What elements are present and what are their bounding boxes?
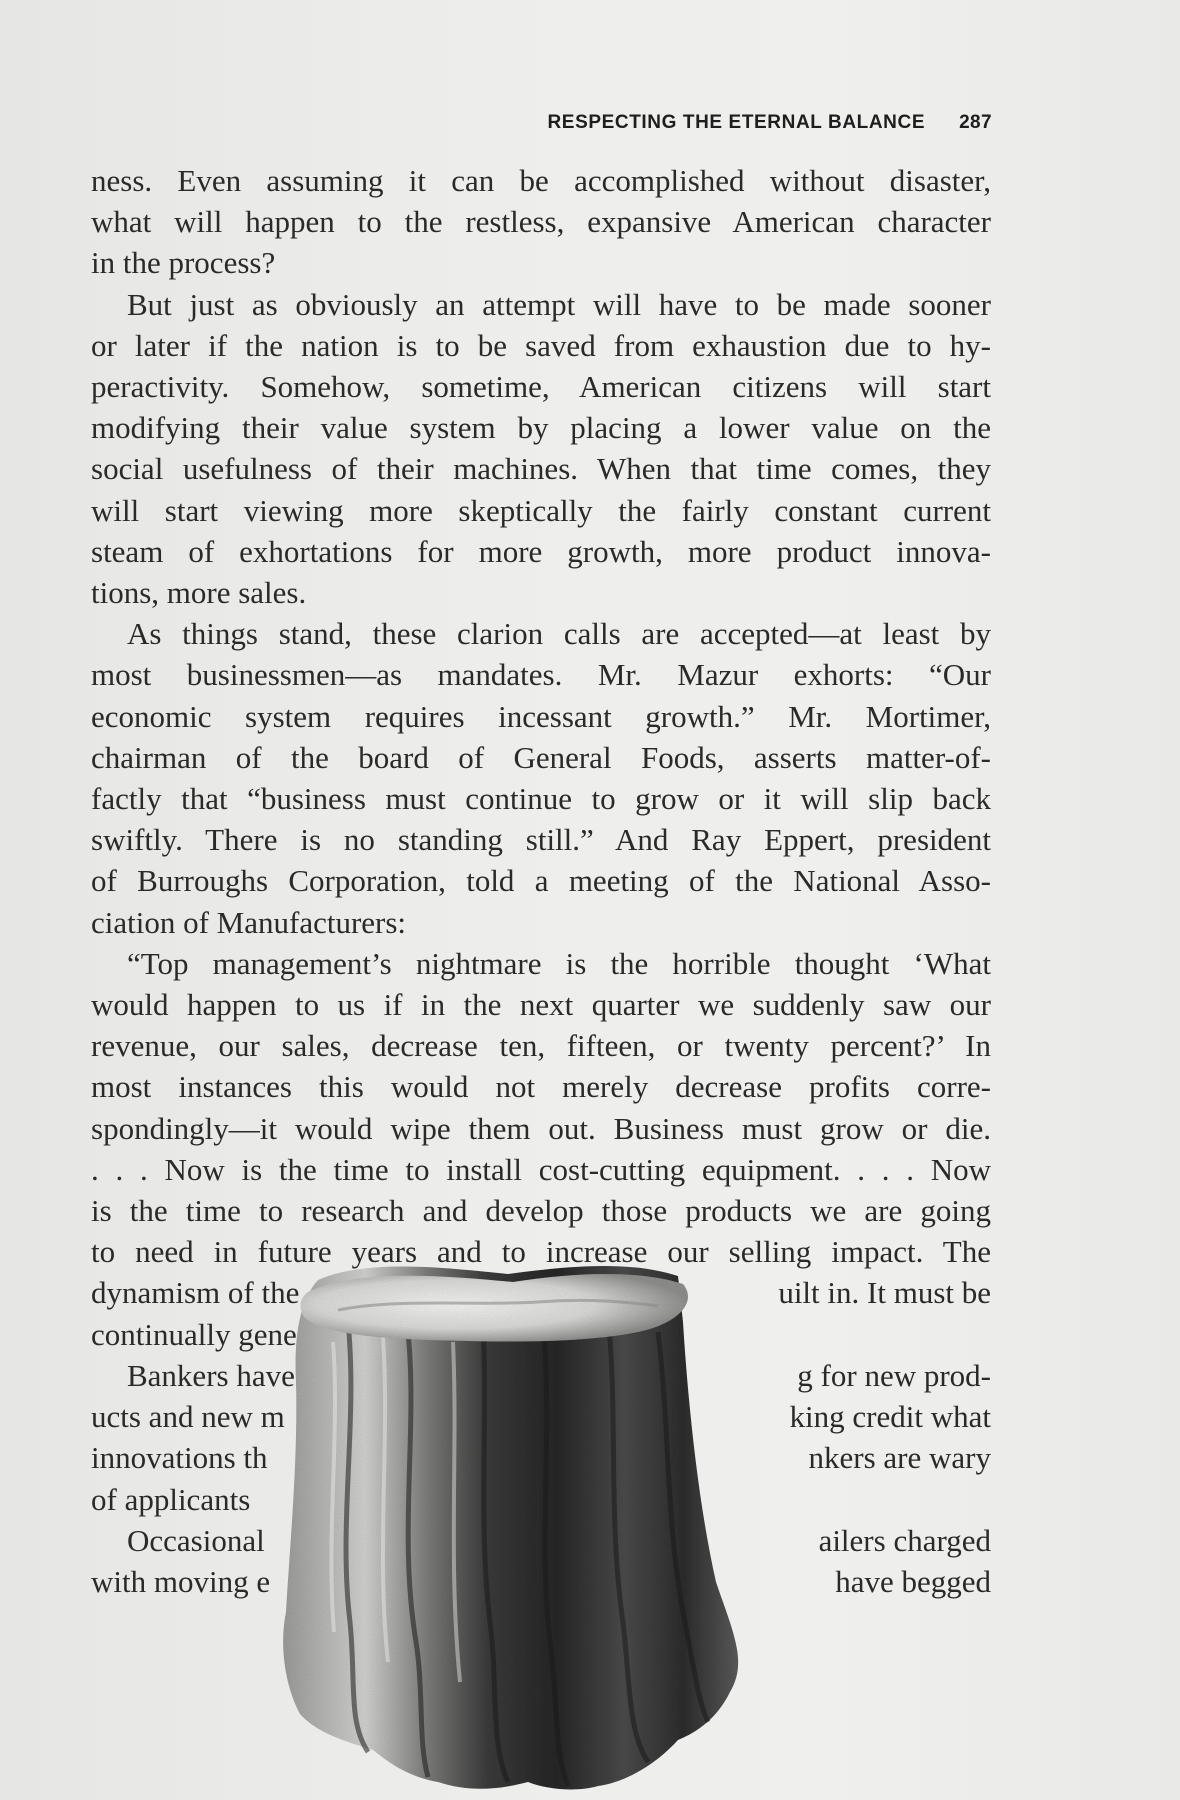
- text-line: But just as obviously an attempt will have to be made sooner: [127, 286, 991, 322]
- text-fragment-left: ucts and new m: [91, 1399, 285, 1435]
- text-line: As things stand, these clarion calls are accepted—at least by: [127, 616, 991, 652]
- text-fragment-left: dynamism of the: [91, 1275, 300, 1311]
- draped-stump-drawing: [278, 1262, 848, 1794]
- text-line: economic system requires incessant growth.” Mr. Mortimer,: [91, 698, 991, 734]
- text-fragment-left: Occasional: [127, 1522, 265, 1558]
- text-line: or later if the nation is to be saved from exhaustion due to hy-: [91, 327, 991, 363]
- running-head: [92, 112, 992, 134]
- text-line: peractivity. Somehow, sometime, American citizens will start: [91, 369, 991, 405]
- text-line: to need in future years and to increase our selling impact. The: [91, 1234, 991, 1270]
- text-line: revenue, our sales, decrease ten, fifteen, or twenty percent?’ In: [91, 1028, 991, 1064]
- text-fragment-right: uilt in. It must be: [778, 1275, 991, 1311]
- text-fragment-left: Bankers have: [127, 1357, 295, 1393]
- text-line: “Top management’s nightmare is the horrible thought ‘What: [127, 945, 991, 981]
- text-fragment-right: nkers are wary: [808, 1440, 991, 1476]
- text-line: would happen to us if in the next quarter we suddenly saw our: [91, 987, 991, 1023]
- text-line: . . . Now is the time to install cost-cutting equipment. . . . Now: [91, 1151, 991, 1187]
- text-line: of Burroughs Corporation, told a meeting of the National Asso-: [91, 863, 991, 899]
- text-fragment-left: innovations th: [91, 1440, 268, 1476]
- text-line: ness. Even assuming it can be accomplished without disaster,: [91, 163, 991, 198]
- text-line: most businessmen—as mandates. Mr. Mazur exhorts: “Our: [91, 657, 991, 693]
- running-head-title: RESPECTING THE ETERNAL BALANCE: [547, 112, 926, 133]
- text-fragment-right: g for new prod-: [797, 1357, 991, 1393]
- text-line: steam of exhortations for more growth, more product innova-: [91, 533, 991, 569]
- text-fragment-left: with moving e: [91, 1563, 271, 1599]
- text-line: tions, more sales.: [91, 575, 307, 611]
- text-line: spondingly—it would wipe them out. Business must grow or die.: [91, 1110, 991, 1146]
- text-line: ciation of Manufacturers:: [91, 904, 407, 940]
- text-line: is the time to research and develop those products we are going: [91, 1193, 991, 1229]
- text-line: modifying their value system by placing a lower value on the: [91, 410, 991, 446]
- text-line: chairman of the board of General Foods, asserts matter-of-: [91, 739, 991, 775]
- text-fragment-right: have begged: [835, 1563, 991, 1599]
- text-line: will start viewing more skeptically the fairly constant current: [91, 492, 991, 528]
- text-line: continually gene: [91, 1316, 297, 1352]
- text-line: of applicants: [91, 1481, 251, 1517]
- text-line: most instances this would not merely decrease profits corre-: [91, 1069, 991, 1105]
- text-fragment-right: king credit what: [789, 1399, 991, 1435]
- page-number: 287: [959, 112, 992, 133]
- text-line: factly that “business must continue to grow or it will slip back: [91, 781, 991, 817]
- text-line: social usefulness of their machines. When that time comes, they: [91, 451, 991, 487]
- text-line: in the process?: [91, 245, 276, 281]
- text-fragment-right: ailers charged: [818, 1522, 991, 1558]
- text-line: what will happen to the restless, expansive American character: [91, 204, 991, 240]
- text-line: swiftly. There is no standing still.” And Ray Eppert, president: [91, 822, 991, 858]
